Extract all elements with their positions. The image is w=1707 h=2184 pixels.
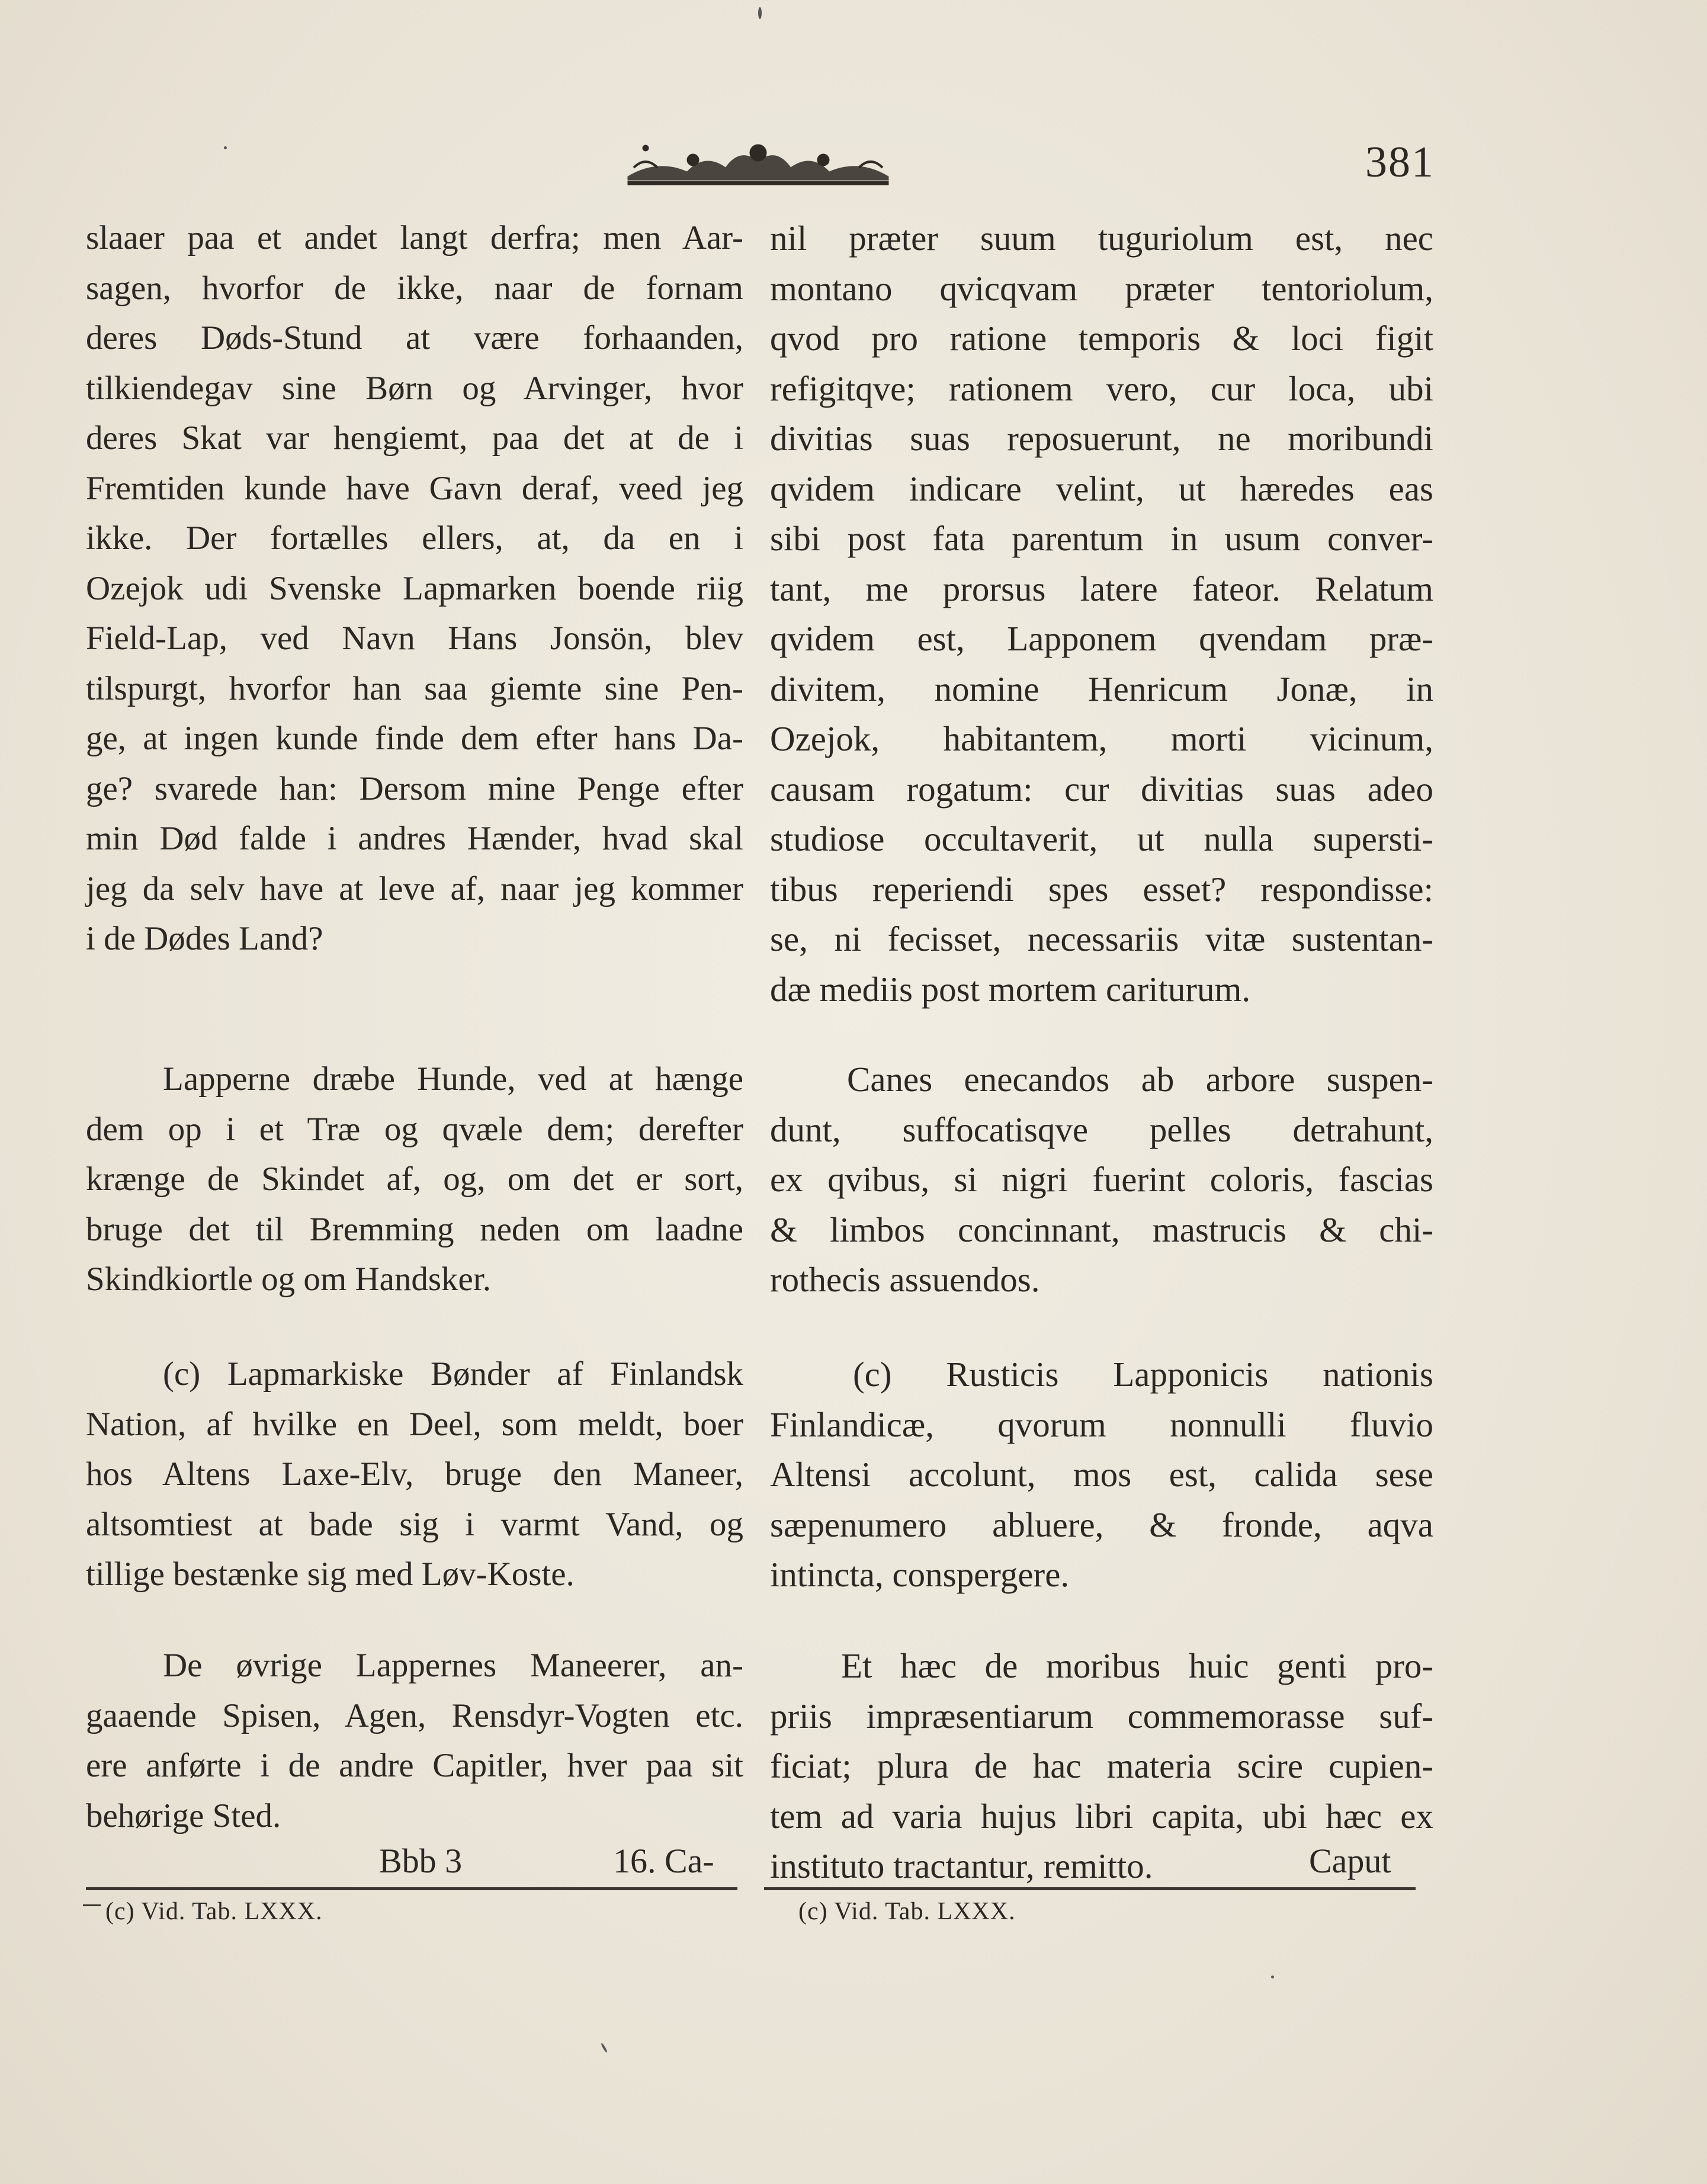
text-line: ikke. Der fortælles ellers, at, da en i bbox=[86, 519, 743, 557]
text-line: krænge de Skindet af, og, om det er sort, bbox=[86, 1160, 743, 1198]
text-line: qvod pro ratione temporis & loci figit bbox=[770, 319, 1433, 358]
left-footnote-dash bbox=[83, 1904, 101, 1906]
right-catchword: Caput bbox=[1309, 1842, 1391, 1880]
text-line: jeg da selv have at leve af, naar jeg kommer bbox=[86, 870, 743, 907]
text-line: (c) Rusticis Lapponicis nationis bbox=[853, 1355, 1433, 1394]
text-line: dem op i et Træ og qvæle dem; derefter bbox=[86, 1110, 743, 1148]
text-line: sibi post fata parentum in usum conver- bbox=[770, 519, 1433, 558]
text-line: Ozejok udi Svenske Lapmarken boende riig bbox=[86, 569, 743, 607]
text-line: min Død falde i andres Hænder, hvad skal bbox=[86, 820, 743, 857]
text-line: & limbos concinnant, mastrucis & chi- bbox=[770, 1210, 1433, 1249]
page-number: 381 bbox=[1365, 138, 1435, 187]
left-column-paragraph-2 bbox=[86, 1054, 743, 1305]
text-line: i de Dødes Land? bbox=[86, 920, 323, 957]
text-line: priis impræsentiarum commemorasse suf- bbox=[770, 1696, 1433, 1736]
text-line: tillige bestænke sig med Løv-Koste. bbox=[86, 1556, 575, 1593]
text-line: qvidem est, Lapponem qvendam præ- bbox=[770, 619, 1433, 658]
text-line: montano qvicqvam præter tentoriolum, bbox=[770, 268, 1433, 308]
text-line: Lapperne dræbe Hunde, ved at hænge bbox=[163, 1060, 743, 1098]
text-line: divitem, nomine Henricum Jonæ, in bbox=[770, 669, 1433, 708]
text-line: Fremtiden kunde have Gavn deraf, veed jeg bbox=[86, 469, 743, 507]
right-column-paragraph-3 bbox=[770, 1349, 1433, 1600]
text-line: slaaer paa et andet langt derfra; men Aar- bbox=[86, 219, 743, 256]
text-line: tem ad varia hujus libri capita, ubi hæc ex bbox=[770, 1796, 1433, 1836]
text-line: Ozejok, habitantem, morti vicinum, bbox=[770, 719, 1433, 758]
text-line: refigitqve; rationem vero, cur loca, ubi bbox=[770, 368, 1433, 408]
text-line: ex qvibus, si nigri fuerint coloris, fascias bbox=[770, 1160, 1433, 1199]
text-line: qvidem indicare velint, ut hæredes eas bbox=[770, 469, 1433, 508]
text-line: tant, me prorsus latere fateor. Relatum bbox=[770, 569, 1433, 608]
text-line: Canes enecandos ab arbore suspen- bbox=[847, 1060, 1433, 1099]
text-line: tibus reperiendi spes esset? respondisse: bbox=[770, 869, 1433, 909]
text-line: Nation, af hvilke en Deel, som meldt, boer bbox=[86, 1405, 743, 1443]
signature-mark: Bbb 3 bbox=[379, 1842, 463, 1880]
text-line: De øvrige Lappernes Maneerer, an- bbox=[163, 1647, 743, 1684]
right-footnote: (c) Vid. Tab. LXXX. bbox=[798, 1898, 1016, 1925]
text-line: dunt, suffocatisqve pelles detrahunt, bbox=[770, 1109, 1433, 1149]
right-column-paragraph-4 bbox=[770, 1641, 1433, 1891]
left-catchword: 16. Ca- bbox=[613, 1842, 714, 1880]
text-line: rothecis assuendos. bbox=[770, 1260, 1040, 1299]
text-line: tilspurgt, hvorfor han saa giemte sine Pen- bbox=[86, 669, 743, 707]
left-column-paragraph-3 bbox=[86, 1349, 743, 1600]
text-line: divitias suas reposuerunt, ne moribundi bbox=[770, 419, 1433, 458]
text-line: ficiat; plura de hac materia scire cupien- bbox=[770, 1746, 1433, 1785]
text-line: behørige Sted. bbox=[86, 1797, 281, 1835]
text-line: studiose occultaverit, ut nulla supersti- bbox=[770, 819, 1433, 858]
text-line: altsomtiest at bade sig i varmt Vand, og bbox=[86, 1505, 743, 1543]
text-line: ge? svarede han: Dersom mine Penge efter bbox=[86, 769, 743, 807]
text-line: Finlandicæ, qvorum nonnulli fluvio bbox=[770, 1404, 1433, 1444]
paper-speck bbox=[224, 146, 227, 149]
left-column-paragraph-1 bbox=[86, 213, 743, 964]
text-line: causam rogatum: cur divitias suas adeo bbox=[770, 769, 1433, 809]
left-footnote-rule bbox=[86, 1887, 737, 1890]
text-line: tilkiendegav sine Børn og Arvinger, hvor bbox=[86, 369, 743, 407]
text-line: dæ mediis post mortem cariturum. bbox=[770, 969, 1251, 1009]
text-line: instituto tractantur, remitto. bbox=[770, 1846, 1153, 1885]
paper-speck bbox=[1271, 1975, 1274, 1978]
paper-speck bbox=[758, 7, 762, 19]
text-line: sæpenumero abluere, & fronde, aqva bbox=[770, 1505, 1433, 1544]
text-line: Field-Lap, ved Navn Hans Jonsön, blev bbox=[86, 620, 743, 657]
text-line: ge, at ingen kunde finde dem efter hans Da- bbox=[86, 720, 743, 757]
text-line: Skindkiortle og om Handsker. bbox=[86, 1261, 491, 1298]
right-column-paragraph-1 bbox=[770, 213, 1433, 1014]
text-line: gaaende Spisen, Agen, Rensdyr-Vogten etc. bbox=[86, 1696, 743, 1734]
left-column-paragraph-4 bbox=[86, 1641, 743, 1841]
text-line: nil præter suum tuguriolum est, nec bbox=[770, 219, 1433, 258]
text-line: Altensi accolunt, mos est, calida sese bbox=[770, 1455, 1433, 1494]
paper-speck bbox=[601, 2042, 608, 2053]
text-line: ere anførte i de andre Capitler, hver paa sit bbox=[86, 1747, 743, 1784]
text-line: sagen, hvorfor de ikke, naar de fornam bbox=[86, 269, 743, 307]
text-line: deres Skat var hengiemt, paa det at de i bbox=[86, 419, 743, 457]
text-line: se, ni fecisset, necessariis vitæ sustentan- bbox=[770, 919, 1433, 958]
text-line: (c) Lapmarkiske Bønder af Finlandsk bbox=[163, 1355, 743, 1393]
text-line: bruge det til Bremming neden om laadne bbox=[86, 1210, 743, 1248]
text-line: Et hæc de moribus huic genti pro- bbox=[841, 1646, 1433, 1685]
right-column-paragraph-2 bbox=[770, 1054, 1433, 1305]
text-line: hos Altens Laxe-Elv, bruge den Maneer, bbox=[86, 1455, 743, 1493]
left-footnote: (c) Vid. Tab. LXXX. bbox=[105, 1898, 323, 1925]
floral-headpiece-ornament-icon bbox=[622, 135, 894, 188]
text-line: deres Døds-Stund at være forhaanden, bbox=[86, 319, 743, 357]
text-line: intincta, conspergere. bbox=[770, 1555, 1070, 1594]
